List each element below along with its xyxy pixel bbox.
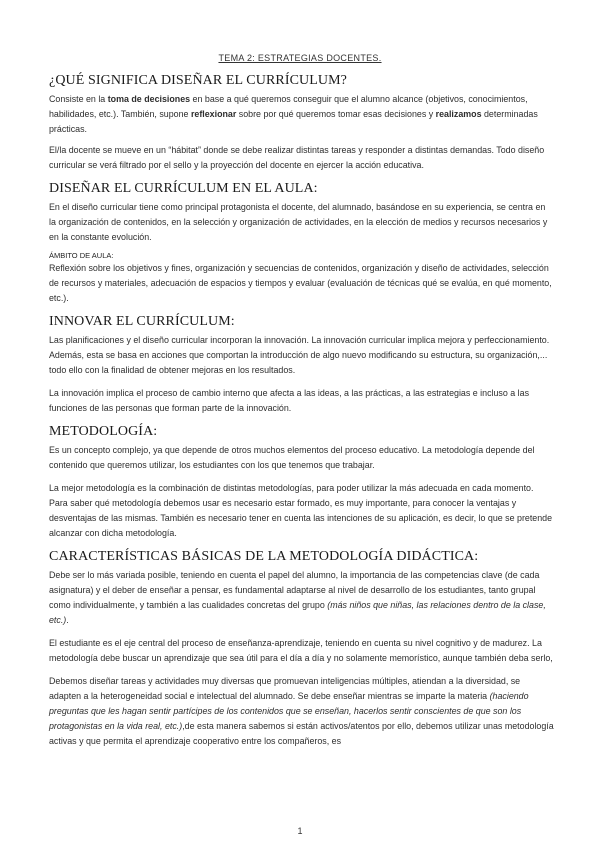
paragraph: En el diseño curricular tiene como principal protagonista el docente, del alumnado, basándose en su experiencia, se centra en la organización de contenidos, en la selección y organización de actividades, en la elección de medios y recursos necesarios y en la constante evolución.: [49, 202, 548, 242]
section-metodologia: [49, 424, 554, 541]
section-caracteristicas-metodologia: [49, 549, 554, 749]
bold-text: reflexionar: [190, 109, 237, 119]
paragraph: Reflexión sobre los objetivos y fines, organización y secuencias de contenidos, organización y diseño de actividades, selección de recursos y materiales, adecuación de espacios y tiempos y evaluar (evaluación de técnicas qué se evalúa, en qué momento, etc.).: [49, 263, 552, 303]
bold-text: realizamos: [435, 109, 482, 119]
text-run: determinadas prácticas.: [49, 109, 538, 134]
section-disenar-curriculum: [49, 73, 554, 173]
text-run: sobre por qué queremos tomar esas decisiones y: [236, 109, 436, 119]
paragraph: La mejor metodología es la combinación de distintas metodologías, para poder utilizar la más adecuada en cada momento. Para saber qué metodología debemos usar es necesario estar formado, es muy importante, para conocer la ventajas y desventajas de las mismas. También es necesario tener en cuenta las intenciones de su aplicación, es decir, lo que se pretende alcanzar con dicha metodología.: [49, 483, 553, 538]
section-heading: ¿QUÉ SIGNIFICA DISEÑAR EL CURRÍCULUM?: [49, 73, 347, 88]
paragraph: El/la docente se mueve en un “hábitat” donde se debe realizar distintas tareas y responder a distintas demandas. Todo diseño curricular se verá filtrado por el sello y la proyección del docente en ejercer la acción educativa.: [49, 145, 545, 170]
text-run: ,de esta manera sabemos si están activos/atentos por ello, debemos utilizar unas metodología activas y que permita el aprendizaje cooperativo entre los compañeros, es: [49, 721, 554, 746]
document-title: TEMA 2: ESTRATEGIAS DOCENTES.: [218, 53, 382, 63]
bold-text: toma de decisiones: [107, 94, 191, 104]
section-heading: INNOVAR EL CURRÍCULUM:: [49, 314, 235, 329]
italic-text: (más niños que niñas, las relaciones dentro de la clase, etc.): [49, 600, 546, 625]
section-curriculum-aula: [49, 181, 554, 306]
text-run: Debemos diseñar tareas y actividades muy diversas que promuevan inteligencias múltiples, atiendan a la diversidad, se adapten a la heterogeneidad social e intelectual del alumnado. Se debe enseñar mientras se imparte la materia: [49, 676, 521, 701]
text-run: .: [66, 615, 69, 625]
section-innovar-curriculum: [49, 314, 554, 416]
section-heading: DISEÑAR EL CURRÍCULUM EN EL AULA:: [49, 181, 318, 196]
paragraph: [49, 674, 554, 749]
page-number: 1: [297, 826, 303, 836]
subheading: ÁMBITO DE AULA:: [49, 251, 114, 260]
paragraph: La innovación implica el proceso de cambio interno que afecta a las ideas, a las prácticas, a las estrategias e incluso a las funciones de las personas que forman parte de la innovación.: [49, 388, 530, 413]
section-heading: METODOLOGÍA:: [49, 424, 158, 439]
paragraph: [49, 568, 554, 628]
paragraph: Las planificaciones y el diseño curricular incorporan la innovación. La innovación curricular implica mejora y perfeccionamiento. Además, esta se basa en acciones que comportan la introducción de algo nuevo modificando su estructura, su organización,... todo ello con la finalidad de obtener mejoras en los resultados.: [49, 335, 550, 375]
text-run: Debe ser lo más variada posible, teniendo en cuenta el papel del alumno, la importancia de las competencias clave (de cada asignatura) y el deber de enseñar a pensar, es fundamental adaptarse al nivel de desarrollo de los estudiantes, tanto grupal como individualmente, y también a las cualidades concretas del grupo: [49, 570, 540, 610]
paragraph: Es un concepto complejo, ya que depende de otros muchos elementos del proceso educativo. La metodología depende del contenido que queremos utilizar, los estudiantes con los que tenemos que trabajar.: [49, 445, 535, 470]
text-run: en base a qué queremos conseguir que el alumno alcance (objetivos, conocimientos, habilidades, etc.). También, supone: [49, 94, 528, 119]
section-heading: CARACTERÍSTICAS BÁSICAS DE LA METODOLOGÍA DIDÁCTICA:: [49, 549, 479, 564]
document-body: [49, 73, 554, 757]
paragraph: El estudiante es el eje central del proceso de enseñanza-aprendizaje, teniendo en cuenta su nivel cognitivo y de madurez. La metodología debe buscar un aprendizaje que sea útil para el día a día y no solamente memorístico, aunque también deba serlo,: [49, 638, 553, 663]
italic-text: (haciendo preguntas que les hagan sentir partícipes de los contenidos que se enseñan, hacerlos sentir conscientes de que son los protagonistas en la vida real, etc.): [49, 691, 529, 731]
text-run: Consiste en la: [49, 94, 108, 104]
paragraph: [49, 92, 554, 137]
